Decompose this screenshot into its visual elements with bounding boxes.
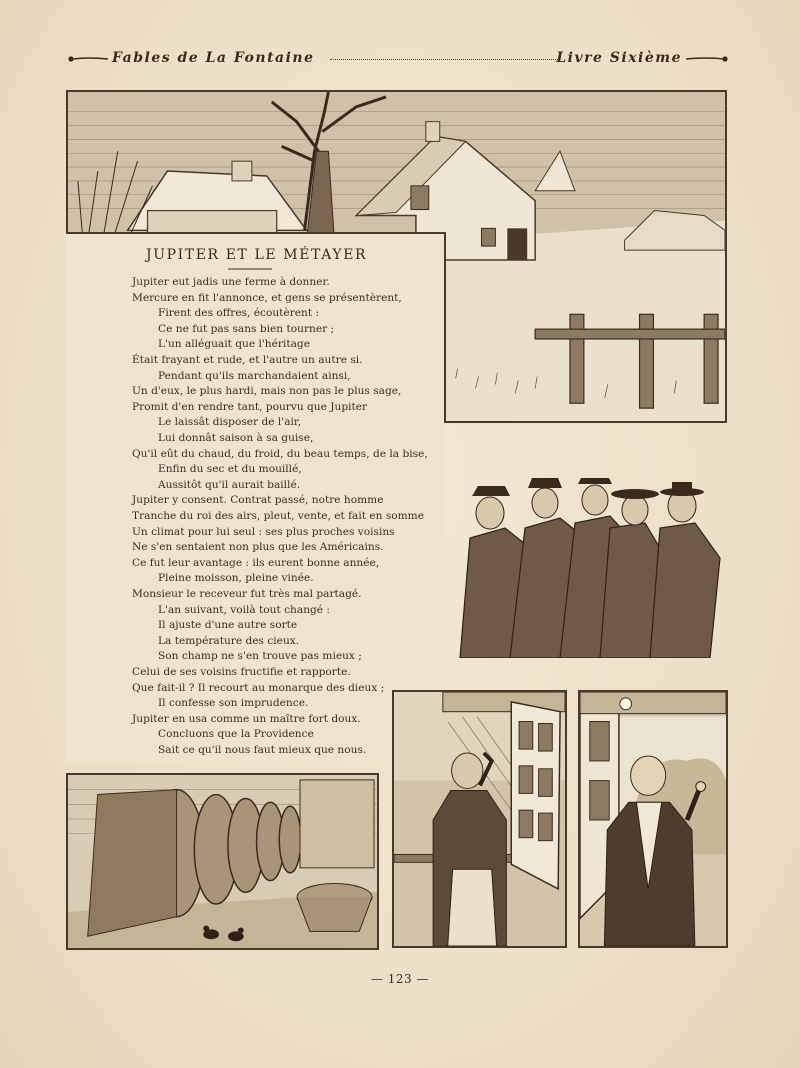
poem-line: Était frayant et rude, et l'autre un autre si. [132, 354, 363, 366]
poem-line: Le laissât disposer de l'air, [158, 416, 302, 429]
poem-line: Promit d'en rendre tant, pourvu que Jupiter [132, 400, 368, 413]
poem-line: Il ajuste d'une autre sorte [158, 619, 298, 632]
text-panel-border-top [66, 232, 446, 234]
poem-line: Mercure en fit l'annonce, et gens se présentèrent, [132, 291, 402, 304]
poem-line: Un d'eux, le plus hardi, mais non pas le plus sage, [132, 385, 402, 398]
poem-line: Un climat pour lui seul : ses plus proches voisins [132, 525, 395, 538]
poem-line: Ne s'en sentaient non plus que les Américains. [132, 541, 384, 554]
wine-cellar-illustration [66, 773, 379, 950]
poem-line: Son champ ne s'en trouve pas mieux ; [158, 650, 362, 663]
running-head-title: Fables de La Fontaine [112, 50, 315, 66]
poem-line: Tranche du roi des airs, pleut, vente, et fait en somme [132, 510, 424, 522]
poem-line: L'un alléguait que l'héritage [158, 338, 310, 351]
poem-line: Firent des offres, écoutèrent : [158, 307, 320, 320]
poem-line: Concluons que la Providence [158, 728, 314, 741]
fable-title: JUPITER ET LE MÉTAYER [146, 247, 368, 263]
farmer-at-window-illustration [392, 690, 567, 948]
poem-line: Il confesse son imprudence. [158, 697, 309, 710]
poem-line: Pleine moisson, pleine vinée. [158, 572, 314, 585]
poem-line: Jupiter en usa comme un maître fort doux. [132, 712, 361, 725]
farmer-smiling-illustration [578, 690, 728, 948]
poem-line: Jupiter y consent. Contrat passé, notre homme [132, 494, 384, 507]
poem-line: Sait ce qu'il nous faut mieux que nous. [158, 744, 367, 756]
poem-line: Enfin du sec et du mouillé, [158, 463, 302, 476]
poem-line: L'an suivant, voilà tout changé : [158, 603, 331, 616]
poem-line: Que fait-il ? Il recourt au monarque des dieux ; [132, 681, 385, 694]
poem-line: Qu'il eût du chaud, du froid, du beau temps, de la bise, [132, 447, 428, 460]
poem-line: La température des cieux. [158, 634, 300, 647]
running-head [68, 46, 728, 74]
poem-line: Ce fut leur avantage : ils eurent bonne année, [132, 556, 380, 569]
text-panel-border [444, 232, 446, 423]
poem-line: Celui de ses voisins fructifie et rapporte. [132, 666, 351, 678]
running-head-book: Livre Sixième [556, 50, 682, 66]
page-number: — 123 — [370, 972, 430, 986]
poem-line: Jupiter eut jadis une ferme à donner. [132, 276, 330, 288]
poem-line: Lui donnât saison à sa guise, [158, 432, 314, 444]
poem-line: Pendant qu'ils marchandaient ainsi, [158, 369, 351, 382]
left-flourish-ornament [68, 56, 108, 62]
title-underline-ornament [228, 266, 272, 272]
poem-line: Monsieur le receveur fut très mal partagé. [132, 588, 362, 600]
peasants-crowd-illustration [450, 478, 730, 658]
running-head-rule [330, 59, 558, 60]
poem-line: Aussitôt qu'il aurait baillé. [158, 478, 301, 491]
right-flourish-ornament [686, 56, 728, 62]
poem-line: Ce ne fut pas sans bien tourner ; [158, 322, 335, 335]
